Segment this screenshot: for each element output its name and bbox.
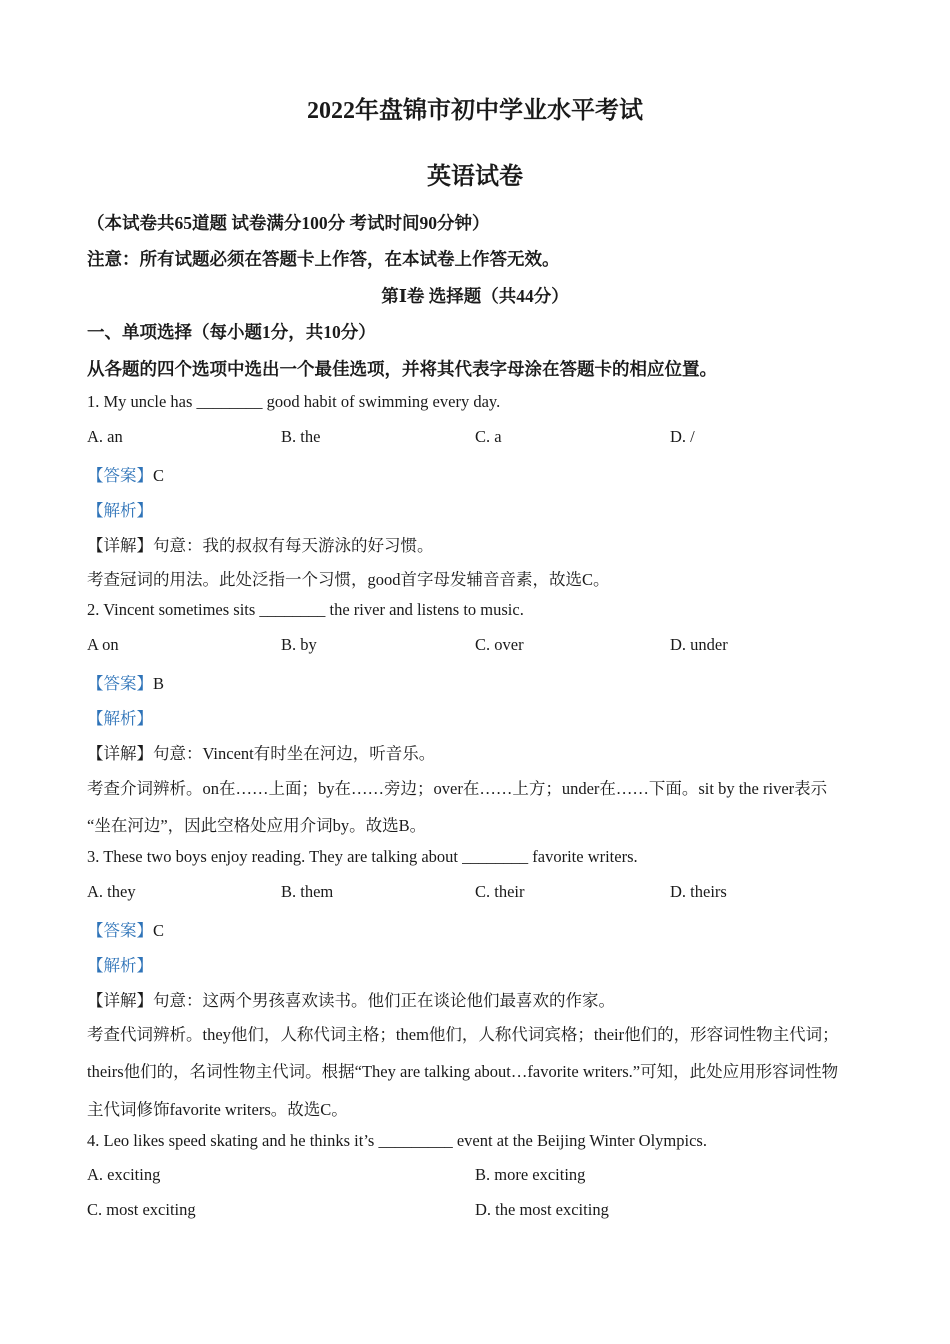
question-2-option-c: C. over: [475, 635, 524, 654]
question-3-analysis-tag: 【解析】: [87, 956, 153, 975]
section-heading: 一、单项选择（每小题1分，共10分）: [87, 322, 376, 342]
answer-tag: 【答案】: [87, 674, 153, 693]
question-4-option-b: B. more exciting: [475, 1165, 586, 1184]
exam-title: 2022年盘锦市初中学业水平考试: [307, 98, 643, 124]
question-3-stem: 3. These two boys enjoy reading. They are talking about ________ favorite writers.: [87, 847, 638, 866]
detail-text: 句意：Vincent有时坐在河边，听音乐。: [153, 744, 436, 763]
question-3-analysis-line: 主代词修饰favorite writers。故选C。: [87, 1100, 348, 1119]
question-3-analysis-line: 考查代词辨析。they他们，人称代词主格；them他们，人称代词宾格；their他们的，形容词性物主代词；: [87, 1025, 839, 1044]
question-2-option-a: A on: [87, 635, 119, 654]
exam-notice: 注意：所有试题必须在答题卡上作答，在本试卷上作答无效。: [87, 249, 560, 269]
question-3-analysis-line: theirs他们的，名词性物主代词。根据“They are talking about…favorite writers.”可知，此处应用形容词性物: [87, 1062, 839, 1081]
answer-value: B: [153, 674, 165, 693]
question-1-analysis-tag: 【解析】: [87, 501, 153, 520]
answer-tag: 【答案】: [87, 921, 153, 940]
question-3-answer: [87, 917, 164, 941]
detail-tag: 【详解】: [87, 536, 153, 555]
question-3-detail: [87, 987, 615, 1011]
question-4-option-a: A. exciting: [87, 1165, 161, 1184]
volume-heading: 第Ⅰ卷 选择题（共44分）: [381, 286, 569, 306]
question-2-analysis-line: 考查介词辨析。on在……上面；by在……旁边；over在……上方；under在……下面。sit by the river表示: [87, 779, 828, 798]
question-3-option-b: B. them: [281, 882, 334, 901]
question-4-option-c: C. most exciting: [87, 1200, 196, 1219]
question-2-analysis-line: “坐在河边”，因此空格处应用介词by。故选B。: [87, 816, 427, 835]
question-2-stem: 2. Vincent sometimes sits ________ the river and listens to music.: [87, 600, 524, 619]
exam-subtitle: 英语试卷: [427, 164, 523, 190]
question-1-answer: [87, 462, 164, 486]
question-1-analysis-line: 考查冠词的用法。此处泛指一个习惯，good首字母发辅音音素，故选C。: [87, 570, 610, 589]
answer-value: C: [153, 466, 165, 485]
detail-tag: 【详解】: [87, 991, 153, 1010]
exam-info: （本试卷共65道题 试卷满分100分 考试时间90分钟）: [87, 213, 490, 233]
question-2-detail: [87, 740, 435, 764]
section-instruction: 从各题的四个选项中选出一个最佳选项，并将其代表字母涂在答题卡的相应位置。: [87, 359, 717, 379]
question-1-stem: 1. My uncle has ________ good habit of swimming every day.: [87, 392, 501, 411]
question-1-option-c: C. a: [475, 427, 502, 446]
question-2-option-b: B. by: [281, 635, 317, 654]
question-3-option-a: A. they: [87, 882, 136, 901]
question-4-option-d: D. the most exciting: [475, 1200, 609, 1219]
question-2-answer: [87, 670, 164, 694]
question-3-option-d: D. theirs: [670, 882, 727, 901]
question-1-option-d: D. /: [670, 427, 695, 446]
detail-text: 句意：我的叔叔有每天游泳的好习惯。: [153, 536, 434, 555]
answer-tag: 【答案】: [87, 466, 153, 485]
question-2-analysis-tag: 【解析】: [87, 709, 153, 728]
detail-text: 句意：这两个男孩喜欢读书。他们正在谈论他们最喜欢的作家。: [153, 991, 615, 1010]
question-2-option-d: D. under: [670, 635, 728, 654]
detail-tag: 【详解】: [87, 744, 153, 763]
question-1-option-b: B. the: [281, 427, 321, 446]
answer-value: C: [153, 921, 165, 940]
question-3-option-c: C. their: [475, 882, 525, 901]
question-4-stem: 4. Leo likes speed skating and he thinks it’s _________ event at the Beijing Winter Olympics.: [87, 1131, 707, 1150]
question-1-detail: [87, 532, 434, 556]
question-1-option-a: A. an: [87, 427, 123, 446]
